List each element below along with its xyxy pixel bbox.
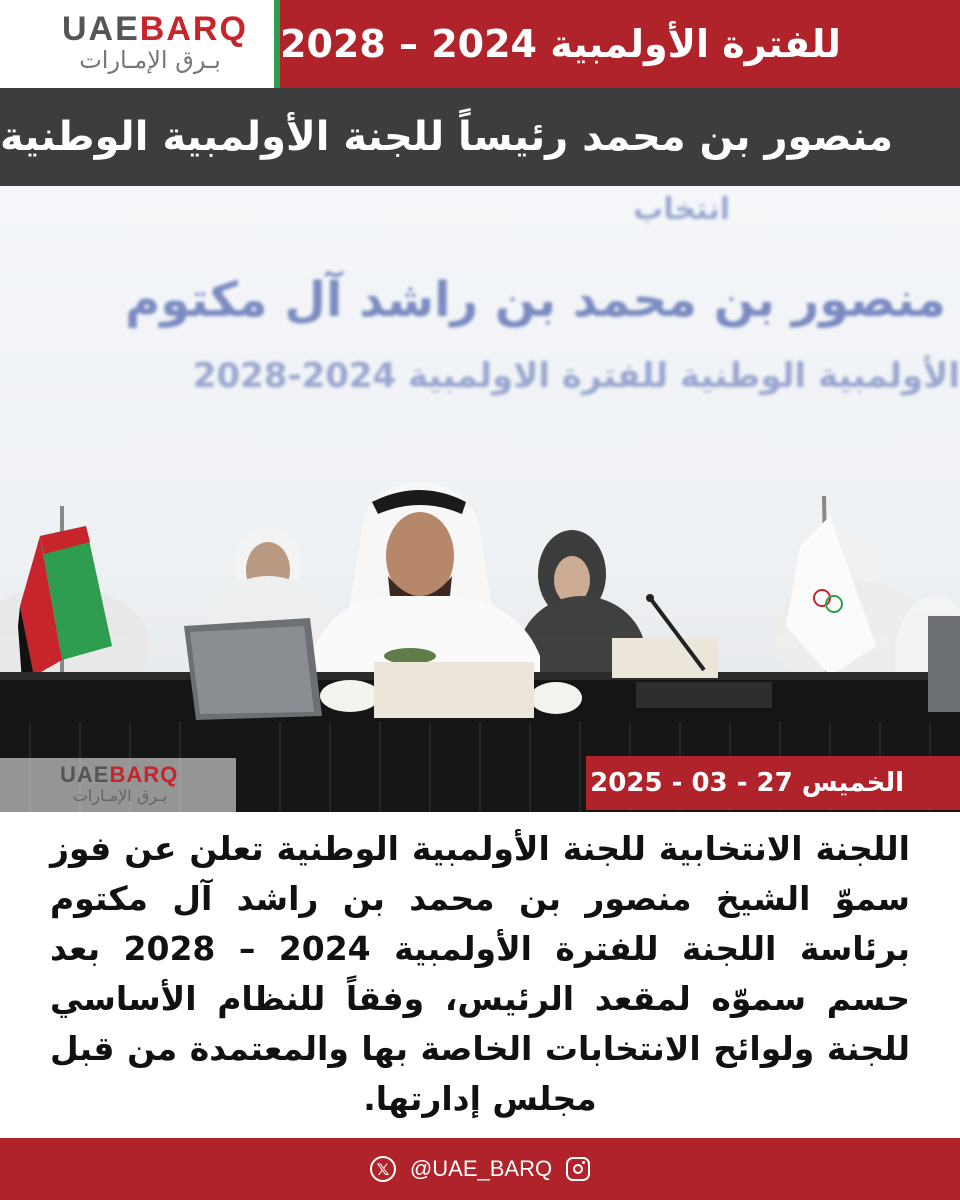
laptop-right bbox=[928, 616, 960, 712]
logo-wordmark bbox=[62, 10, 248, 49]
laptop bbox=[184, 618, 322, 720]
watermark-latin-uae: UAE bbox=[60, 762, 110, 787]
news-photo bbox=[0, 186, 960, 812]
watermark-wordmark bbox=[60, 762, 178, 788]
date-badge bbox=[586, 756, 960, 810]
backdrop-text-line-3: الأولمبية الوطنية للفترة الاولمبية 2024-2028 bbox=[192, 356, 960, 396]
x-icon[interactable]: 𝕏 bbox=[370, 1156, 396, 1182]
watermark-arabic-text: بـرق الإمـارات bbox=[72, 786, 168, 805]
name-plate bbox=[374, 662, 534, 718]
backdrop-text-line-2: منصور بن محمد بن راشد آل مكتوم bbox=[125, 272, 946, 328]
period-title: للفترة الأولمبية 2024 – 2028 bbox=[280, 22, 841, 66]
period-title-bar bbox=[280, 0, 960, 88]
logo-latin-barq: BARQ bbox=[139, 10, 248, 48]
meeting-scene-illustration bbox=[0, 186, 960, 812]
instagram-icon[interactable] bbox=[566, 1157, 590, 1181]
date-text: الخميس 27 - 03 - 2025 bbox=[590, 768, 904, 798]
article-body: اللجنة الانتخابية للجنة الأولمبية الوطنية تعلن عن فوز سموّ الشيخ منصور بن محمد بن راشد آل مكتوم برئاسة اللجنة للفترة الأولمبية 2024 – 2028 بعد حسم سموّه لمقعد الرئيس، وفقاً للنظام الأساسي للجنة ولوائح الانتخابات الخاصة بها والمعتمدة من قبل مجلس إدارتها. bbox=[50, 829, 910, 1118]
name-plate-2 bbox=[612, 638, 718, 678]
headline-bar bbox=[0, 88, 960, 186]
photo-watermark bbox=[0, 758, 236, 812]
logo-arabic-text: بـرق الإمـارات bbox=[79, 46, 221, 74]
social-handle[interactable]: @UAE_BARQ bbox=[409, 1156, 553, 1181]
footer-bar bbox=[0, 1138, 960, 1200]
headline-text: منصور بن محمد رئيساً للجنة الأولمبية الوطنية bbox=[0, 114, 894, 160]
logo-latin-uae: UAE bbox=[62, 10, 140, 48]
brand-logo bbox=[0, 0, 280, 88]
watermark-latin-barq: BARQ bbox=[109, 762, 179, 787]
backdrop-text-line-1: انتخاب bbox=[633, 192, 730, 227]
